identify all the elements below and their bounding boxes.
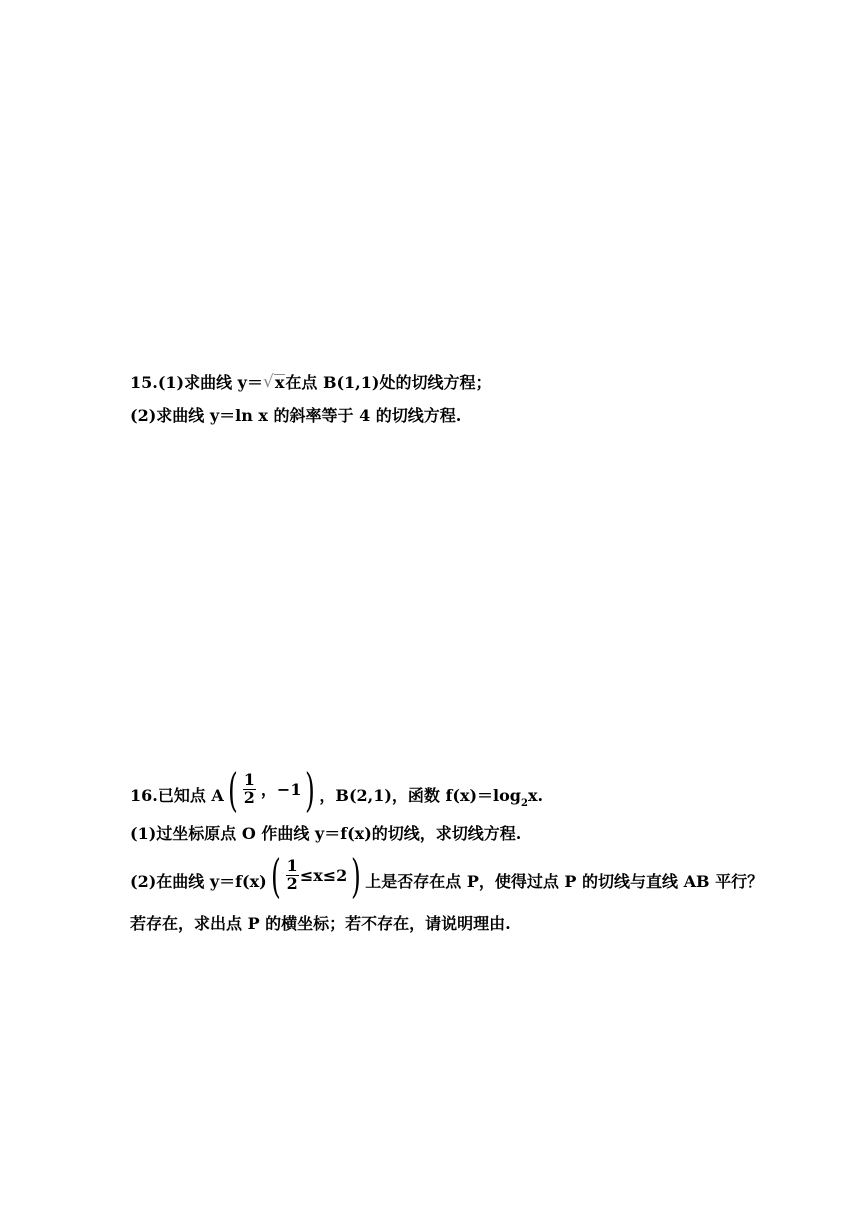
point-a-y: ，−1	[260, 779, 302, 799]
q16-stem-mid: ，B(2,1)，函数 f(x)＝log	[319, 785, 521, 805]
q15-part1	[130, 374, 491, 391]
left-paren-icon: (	[270, 849, 281, 903]
q16-part2-suffix: 上是否存在点 P，使得过点 P 的切线与直线 AB 平行？	[365, 871, 764, 891]
q16-part2-continued-text: 若存在，求出点 P 的横坐标；若不存在，请说明理由.	[130, 914, 511, 933]
q16-stem-prefix: 16.已知点 A	[130, 785, 224, 805]
fraction-numerator: 1	[286, 856, 298, 876]
q16-stem-end: x.	[527, 785, 544, 805]
q15-part2-text: (2)求曲线 y＝ln x 的斜率等于 4 的切线方程.	[130, 406, 462, 425]
interval-expression	[285, 858, 348, 893]
fraction-one-half	[243, 772, 256, 807]
sqrt-x-expression	[263, 374, 285, 391]
sqrt-radicand: x	[274, 373, 285, 392]
radical-sign-icon: √	[262, 372, 274, 392]
q16-part1	[130, 826, 521, 842]
q16-part1-text: (1)过坐标原点 O 作曲线 y＝f(x)的切线，求切线方程.	[130, 824, 522, 843]
fraction-denominator: 2	[286, 874, 298, 893]
q16-stem: 16.已知点 A ( $\frac{1}{2}$ ，−1 ) ，B(2,1)，函数 f(x)＝log 2 x.	[130, 763, 544, 817]
fraction-denominator: 2	[243, 788, 255, 807]
q16-part2-prefix: (2)在曲线 y＝f(x)	[130, 871, 267, 891]
fraction-numerator: 1	[243, 770, 255, 790]
q15-part1-suffix: 在点 B(1,1)处的切线方程；	[285, 373, 492, 392]
fraction-one-half	[286, 858, 299, 893]
left-paren-icon: (	[227, 763, 238, 817]
q16-part2	[130, 849, 764, 903]
right-paren-icon: )	[305, 763, 316, 817]
interval-bounds: ≤x≤2	[299, 865, 348, 885]
right-paren-icon: )	[351, 849, 362, 903]
q16-part2-continued	[130, 916, 511, 932]
q15-part2	[130, 408, 461, 424]
point-a-coords	[242, 772, 302, 807]
q15-part1-prefix: 15.(1)求曲线 y＝	[130, 373, 263, 392]
